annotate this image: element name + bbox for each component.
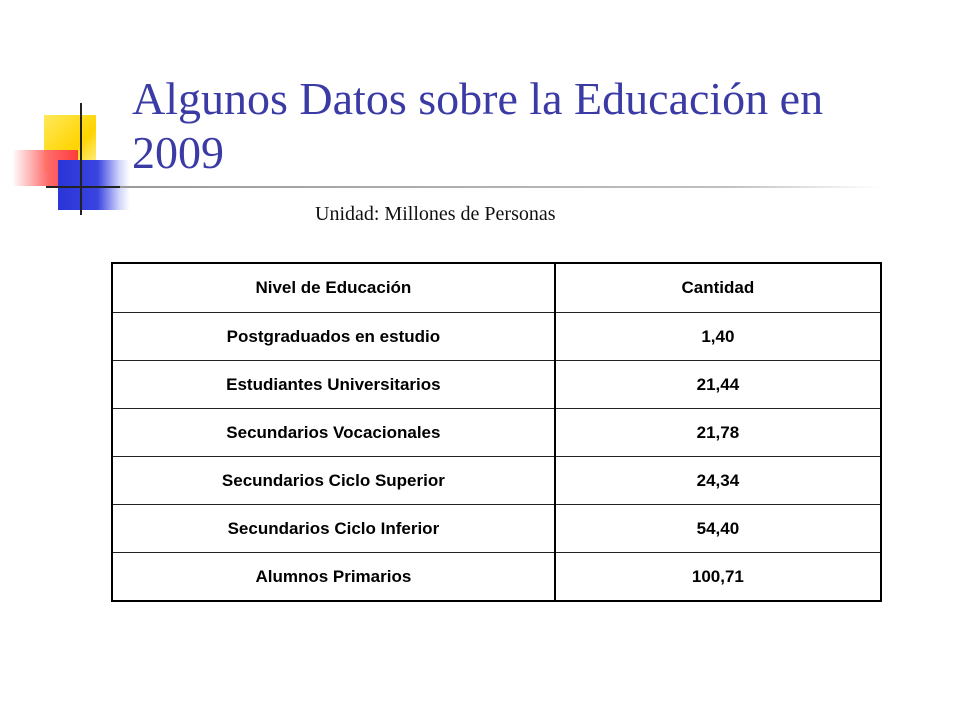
- header-nivel: Nivel de Educación: [112, 263, 555, 313]
- blue-square-shape: [58, 160, 130, 210]
- table-row: [112, 505, 881, 553]
- cell-cantidad: 21,78: [696, 422, 740, 442]
- vertical-line-shape: [80, 103, 82, 215]
- cell-cantidad: 24,34: [696, 470, 740, 490]
- cell-cantidad: 21,44: [696, 374, 740, 394]
- unit-label: Unidad: Millones de Personas: [315, 203, 556, 225]
- slide-decoration-logo: [0, 0, 140, 230]
- header-cantidad: Cantidad: [681, 278, 755, 297]
- cell-nivel: Secundarios Vocacionales: [112, 409, 555, 457]
- table-row: [112, 361, 881, 409]
- cell-nivel: Alumnos Primarios: [112, 553, 555, 602]
- table-row: [112, 409, 881, 457]
- cell-nivel: Secundarios Ciclo Inferior: [112, 505, 555, 553]
- table-row: [112, 553, 881, 602]
- cell-cantidad: 100,71: [691, 566, 744, 586]
- cell-nivel: Estudiantes Universitarios: [112, 361, 555, 409]
- title-divider: [120, 186, 880, 188]
- slide-title: Algunos Datos sobre la Educación en 2009: [132, 73, 824, 178]
- cell-nivel: Secundarios Ciclo Superior: [112, 457, 555, 505]
- table-row: [112, 457, 881, 505]
- cell-cantidad: 1,40: [701, 326, 735, 346]
- table-header-row: [112, 263, 881, 313]
- education-table: [111, 262, 882, 602]
- table-row: [112, 313, 881, 361]
- cell-cantidad: 54,40: [696, 518, 740, 538]
- cell-nivel: Postgraduados en estudio: [112, 313, 555, 361]
